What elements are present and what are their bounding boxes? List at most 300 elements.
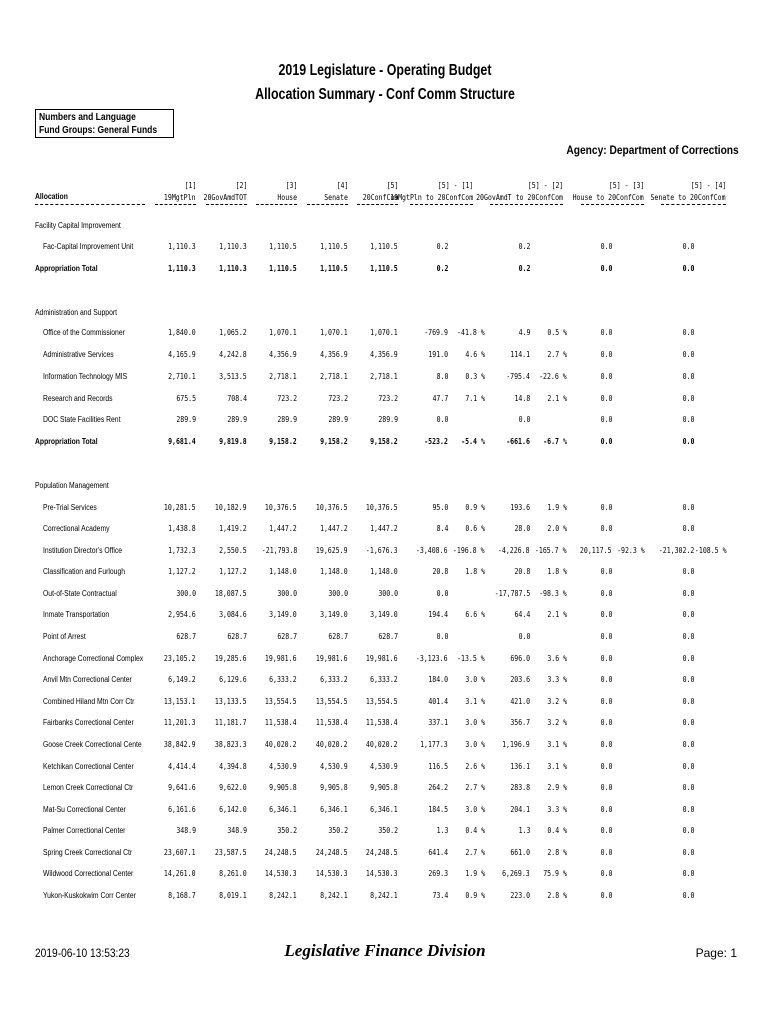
column-number: [5] - [4] [690, 181, 726, 190]
change-amount-cell: 0.0 [600, 762, 612, 771]
amount-cell: 6,346.1 [370, 805, 398, 814]
page-number: Page: 1 [695, 946, 737, 960]
amount-cell: 10,376.5 [265, 503, 297, 512]
amount-cell: 675.5 [176, 394, 196, 403]
report-subtitle: Allocation Summary - Conf Comm Structure [255, 86, 515, 103]
change-percent-cell: 2.7 % [465, 783, 485, 792]
change-percent-cell: -98.3 % [539, 589, 567, 598]
column-underline [490, 204, 563, 205]
amount-cell: 9,158.2 [269, 437, 297, 446]
amount-cell: 6,142.0 [219, 805, 247, 814]
table-row [0, 826, 770, 838]
column-number: [5] [386, 181, 398, 190]
column-number: [2] [235, 181, 247, 190]
allocation-name: Office of the Commissioner [43, 328, 125, 337]
amount-cell: 9,681.4 [168, 437, 196, 446]
allocation-name: Lemon Creek Correctional Ctr [43, 783, 134, 792]
amount-cell: 628.7 [378, 632, 398, 641]
change-amount-cell: 0.0 [600, 869, 612, 878]
change-amount-cell: 0.0 [682, 740, 694, 749]
change-amount-cell: -3,123.6 [416, 654, 448, 663]
change-amount-cell: 0.0 [682, 610, 694, 619]
column-label: 19MgtPln [164, 193, 196, 202]
amount-cell: 9,622.0 [219, 783, 247, 792]
amount-cell: 708.4 [227, 394, 247, 403]
amount-cell: 40,020.2 [316, 740, 348, 749]
change-amount-cell: 0.0 [600, 567, 612, 576]
table-row [0, 718, 770, 730]
amount-cell: 300.0 [328, 589, 348, 598]
amount-cell: 1,840.0 [168, 328, 196, 337]
change-percent-cell: -92.3 % [617, 546, 645, 555]
change-amount-cell: 0.2 [436, 264, 448, 273]
amount-cell: 3,084.6 [219, 610, 247, 619]
amount-cell: 6,346.1 [320, 805, 348, 814]
amount-cell: 289.9 [328, 415, 348, 424]
table-row [0, 697, 770, 709]
change-amount-cell: 0.0 [682, 869, 694, 878]
table-row [0, 524, 770, 536]
change-amount-cell: 204.1 [510, 805, 530, 814]
change-amount-cell: 73.4 [432, 891, 448, 900]
change-amount-cell: 0.0 [600, 697, 612, 706]
change-amount-cell: 0.0 [682, 264, 694, 273]
amount-cell: 1,110.5 [269, 242, 297, 251]
change-amount-cell: 193.6 [510, 503, 530, 512]
column-underline [256, 204, 297, 205]
amount-cell: 2,954.6 [168, 610, 196, 619]
amount-cell: 11,201.3 [164, 718, 196, 727]
amount-cell: 1,148.0 [320, 567, 348, 576]
total-label: Appropriation Total [35, 264, 98, 273]
change-amount-cell: 0.0 [682, 675, 694, 684]
amount-cell: 628.7 [277, 632, 297, 641]
appropriation-total-row [0, 437, 770, 449]
column-underline [206, 204, 247, 205]
amount-cell: 1,447.2 [320, 524, 348, 533]
change-percent-cell: 3.2 % [547, 697, 567, 706]
table-row [0, 848, 770, 860]
amount-cell: 24,248.5 [366, 848, 398, 857]
amount-cell: 2,550.5 [219, 546, 247, 555]
change-amount-cell: -769.9 [424, 328, 448, 337]
allocation-name: Classification and Furlough [43, 567, 126, 576]
amount-cell: 10,281.5 [164, 503, 196, 512]
change-amount-cell: 0.2 [436, 242, 448, 251]
change-amount-cell: 0.0 [682, 503, 694, 512]
change-amount-cell: 0.0 [600, 394, 612, 403]
change-amount-cell: 269.3 [428, 869, 448, 878]
amount-cell: 4,530.9 [370, 762, 398, 771]
amount-cell: 1,070.1 [320, 328, 348, 337]
column-underline [661, 204, 726, 205]
table-row [0, 805, 770, 817]
table-row [0, 654, 770, 666]
amount-cell: 1,447.2 [370, 524, 398, 533]
change-amount-cell: 283.8 [510, 783, 530, 792]
fund-box-line2: Fund Groups: General Funds [39, 125, 158, 136]
amount-cell: 6,161.6 [168, 805, 196, 814]
amount-cell: 628.7 [227, 632, 247, 641]
change-amount-cell: 47.7 [432, 394, 448, 403]
amount-cell: 9,819.8 [219, 437, 247, 446]
fund-box-line1: Numbers and Language [39, 112, 136, 123]
change-amount-cell: 0.0 [682, 632, 694, 641]
change-amount-cell: 20.8 [432, 567, 448, 576]
change-amount-cell: 194.4 [428, 610, 448, 619]
change-amount-cell: 356.7 [510, 718, 530, 727]
allocation-name: Yukon-Kuskokwim Corr Center [43, 891, 136, 900]
amount-cell: 13,153.1 [164, 697, 196, 706]
change-percent-cell: 3.0 % [465, 740, 485, 749]
report-title: 2019 Legislature - Operating Budget [278, 62, 492, 79]
amount-cell: 8,168.7 [168, 891, 196, 900]
change-amount-cell: -661.6 [506, 437, 530, 446]
amount-cell: 9,641.6 [168, 783, 196, 792]
change-percent-cell: 2.9 % [547, 783, 567, 792]
table-row [0, 567, 770, 579]
amount-cell: 6,333.2 [269, 675, 297, 684]
change-percent-cell: 3.0 % [465, 805, 485, 814]
change-percent-cell: 2.6 % [465, 762, 485, 771]
change-amount-cell: 641.4 [428, 848, 448, 857]
change-percent-cell: -165.7 % [535, 546, 567, 555]
change-amount-cell: 0.0 [600, 264, 612, 273]
column-label: 20GovAmdT to 20ConfCom [476, 193, 563, 202]
change-amount-cell: 8.4 [436, 524, 448, 533]
change-percent-cell: 3.3 % [547, 675, 567, 684]
change-amount-cell: -21,302.2 [658, 546, 694, 555]
amount-cell: 14,530.3 [366, 869, 398, 878]
change-amount-cell: -17,787.5 [494, 589, 530, 598]
amount-cell: 23,587.5 [215, 848, 247, 857]
change-amount-cell: 0.0 [600, 805, 612, 814]
amount-cell: 13,554.5 [316, 697, 348, 706]
amount-cell: 4,394.8 [219, 762, 247, 771]
change-amount-cell: 116.5 [428, 762, 448, 771]
amount-cell: 8,242.1 [269, 891, 297, 900]
amount-cell: 1,110.3 [219, 264, 247, 273]
table-row [0, 415, 770, 427]
amount-cell: 4,165.9 [168, 350, 196, 359]
amount-cell: 19,285.6 [215, 654, 247, 663]
change-percent-cell: 0.9 % [465, 891, 485, 900]
table-row [0, 242, 770, 254]
amount-cell: 11,538.4 [366, 718, 398, 727]
amount-cell: 1,110.3 [168, 264, 196, 273]
change-percent-cell: 3.1 % [547, 762, 567, 771]
change-percent-cell: -13.5 % [457, 654, 485, 663]
change-percent-cell: 7.1 % [465, 394, 485, 403]
agency-label: Agency: Department of Corrections [566, 143, 739, 157]
amount-cell: 3,513.5 [219, 372, 247, 381]
change-amount-cell: 0.0 [600, 589, 612, 598]
amount-cell: 11,538.4 [265, 718, 297, 727]
section-heading [0, 481, 770, 493]
column-label: 19MgtPln to 20ConfCom [390, 193, 473, 202]
change-amount-cell: 0.0 [600, 372, 612, 381]
section-name: Population Management [35, 481, 109, 490]
change-amount-cell: -523.2 [424, 437, 448, 446]
change-percent-cell: 1.8 % [547, 567, 567, 576]
amount-cell: 40,020.2 [366, 740, 398, 749]
change-amount-cell: 0.0 [682, 783, 694, 792]
change-amount-cell: 0.0 [600, 891, 612, 900]
change-amount-cell: 0.0 [600, 350, 612, 359]
change-amount-cell: 223.0 [510, 891, 530, 900]
change-percent-cell: 0.6 % [465, 524, 485, 533]
change-amount-cell: 0.0 [682, 697, 694, 706]
column-underline [307, 204, 348, 205]
change-percent-cell: 2.1 % [547, 394, 567, 403]
column-label: Senate [324, 193, 348, 202]
change-amount-cell: 337.1 [428, 718, 448, 727]
amount-cell: 38,823.3 [215, 740, 247, 749]
division-name: Legislative Finance Division [284, 941, 486, 960]
section-heading [0, 308, 770, 320]
amount-cell: 10,376.5 [316, 503, 348, 512]
change-amount-cell: 95.0 [432, 503, 448, 512]
change-percent-cell: 0.3 % [465, 372, 485, 381]
amount-cell: -1,676.3 [366, 546, 398, 555]
amount-cell: 300.0 [176, 589, 196, 598]
allocation-name: Ketchikan Correctional Center [43, 762, 134, 771]
amount-cell: 1,732.3 [168, 546, 196, 555]
column-number: [4] [336, 181, 348, 190]
amount-cell: 289.9 [277, 415, 297, 424]
change-percent-cell: 2.7 % [465, 848, 485, 857]
amount-cell: 24,248.5 [316, 848, 348, 857]
amount-cell: 8,242.1 [370, 891, 398, 900]
table-row [0, 350, 770, 362]
column-label: House [277, 193, 297, 202]
change-amount-cell: 0.0 [600, 415, 612, 424]
fund-groups-box [35, 109, 174, 138]
change-percent-cell: -196.8 % [453, 546, 485, 555]
change-amount-cell: 0.0 [682, 762, 694, 771]
amount-cell: 1,110.5 [269, 264, 297, 273]
amount-cell: 1,127.2 [219, 567, 247, 576]
change-amount-cell: 0.0 [682, 589, 694, 598]
change-amount-cell: 421.0 [510, 697, 530, 706]
amount-cell: 8,261.0 [219, 869, 247, 878]
change-percent-cell: 3.2 % [547, 718, 567, 727]
amount-cell: 23,607.1 [164, 848, 196, 857]
change-percent-cell: -6.7 % [543, 437, 567, 446]
change-percent-cell: 3.1 % [465, 697, 485, 706]
allocation-name: Anvil Mtn Correctional Center [43, 675, 132, 684]
amount-cell: 13,133.5 [215, 697, 247, 706]
column-underline [410, 204, 473, 205]
column-label: 20GovAmdTOT [203, 193, 247, 202]
change-amount-cell: 191.0 [428, 350, 448, 359]
allocation-name: Administrative Services [43, 350, 114, 359]
table-row [0, 328, 770, 340]
change-amount-cell: 0.0 [682, 848, 694, 857]
change-amount-cell: -3,408.6 [416, 546, 448, 555]
change-amount-cell: 0.0 [682, 394, 694, 403]
change-percent-cell: 0.4 % [465, 826, 485, 835]
amount-cell: 14,530.3 [316, 869, 348, 878]
change-amount-cell: 0.0 [600, 783, 612, 792]
table-row [0, 372, 770, 384]
change-amount-cell: 1,196.9 [502, 740, 530, 749]
change-amount-cell: 0.0 [682, 891, 694, 900]
amount-cell: 3,149.0 [269, 610, 297, 619]
amount-cell: 300.0 [378, 589, 398, 598]
change-amount-cell: 696.0 [510, 654, 530, 663]
allocation-column-header: Allocation [35, 192, 68, 201]
change-percent-cell: 2.1 % [547, 610, 567, 619]
amount-cell: -21,793.8 [261, 546, 297, 555]
change-amount-cell: 0.2 [518, 242, 530, 251]
amount-cell: 10,376.5 [366, 503, 398, 512]
allocation-name: Point of Arrest [43, 632, 86, 641]
change-percent-cell: 2.7 % [547, 350, 567, 359]
amount-cell: 8,019.1 [219, 891, 247, 900]
allocation-name: Correctional Academy [43, 524, 110, 533]
amount-cell: 350.2 [328, 826, 348, 835]
amount-cell: 4,530.9 [320, 762, 348, 771]
change-amount-cell: 1.3 [518, 826, 530, 835]
amount-cell: 1,148.0 [370, 567, 398, 576]
amount-cell: 1,110.3 [219, 242, 247, 251]
change-percent-cell: 3.3 % [547, 805, 567, 814]
change-amount-cell: 203.6 [510, 675, 530, 684]
amount-cell: 1,438.8 [168, 524, 196, 533]
change-amount-cell: 0.0 [682, 524, 694, 533]
allocation-header-underline [35, 204, 145, 205]
allocation-name: DOC State Facilities Rent [43, 415, 121, 424]
change-amount-cell: 0.0 [682, 437, 694, 446]
change-amount-cell: 401.4 [428, 697, 448, 706]
column-number: [3] [285, 181, 297, 190]
amount-cell: 1,148.0 [269, 567, 297, 576]
amount-cell: 6,149.2 [168, 675, 196, 684]
change-amount-cell: 0.0 [682, 718, 694, 727]
amount-cell: 9,905.8 [269, 783, 297, 792]
section-name: Facility Capital Improvement [35, 221, 121, 230]
change-amount-cell: 6,269.3 [502, 869, 530, 878]
amount-cell: 3,149.0 [320, 610, 348, 619]
allocation-name: Wildwood Correctional Center [43, 869, 134, 878]
column-number: [5] - [2] [527, 181, 563, 190]
amount-cell: 1,110.3 [168, 242, 196, 251]
section-name: Administration and Support [35, 308, 118, 317]
amount-cell: 14,261.0 [164, 869, 196, 878]
amount-cell: 2,718.1 [320, 372, 348, 381]
amount-cell: 9,905.8 [370, 783, 398, 792]
change-amount-cell: 0.0 [682, 328, 694, 337]
column-number: [5] - [1] [437, 181, 473, 190]
change-amount-cell: 0.0 [600, 503, 612, 512]
amount-cell: 723.2 [378, 394, 398, 403]
amount-cell: 3,149.0 [370, 610, 398, 619]
change-percent-cell: 4.6 % [465, 350, 485, 359]
amount-cell: 350.2 [378, 826, 398, 835]
table-row [0, 891, 770, 903]
change-percent-cell: 0.4 % [547, 826, 567, 835]
change-percent-cell: 75.9 % [543, 869, 567, 878]
allocation-name: Institution Director's Office [43, 546, 123, 555]
allocation-name: Combined Hiland Mtn Corr Ctr [43, 697, 135, 706]
change-amount-cell: 0.0 [682, 654, 694, 663]
allocation-name: Research and Records [43, 394, 113, 403]
change-percent-cell: 6.6 % [465, 610, 485, 619]
amount-cell: 2,718.1 [370, 372, 398, 381]
change-amount-cell: 8.0 [436, 372, 448, 381]
column-number: [1] [184, 181, 196, 190]
change-amount-cell: 0.0 [682, 567, 694, 576]
amount-cell: 1,110.5 [320, 242, 348, 251]
amount-cell: 1,419.2 [219, 524, 247, 533]
amount-cell: 350.2 [277, 826, 297, 835]
table-row [0, 589, 770, 601]
change-amount-cell: 0.0 [518, 415, 530, 424]
amount-cell: 289.9 [378, 415, 398, 424]
amount-cell: 13,554.5 [265, 697, 297, 706]
change-amount-cell: -4,226.8 [498, 546, 530, 555]
amount-cell: 300.0 [277, 589, 297, 598]
amount-cell: 4,356.9 [269, 350, 297, 359]
change-percent-cell: 0.5 % [547, 328, 567, 337]
amount-cell: 4,356.9 [320, 350, 348, 359]
amount-cell: 289.9 [227, 415, 247, 424]
change-amount-cell: 20,117.5 [580, 546, 612, 555]
change-percent-cell: 0.9 % [465, 503, 485, 512]
change-amount-cell: 661.0 [510, 848, 530, 857]
change-amount-cell: 0.0 [518, 632, 530, 641]
amount-cell: 2,710.1 [168, 372, 196, 381]
table-row [0, 783, 770, 795]
amount-cell: 11,181.7 [215, 718, 247, 727]
amount-cell: 628.7 [176, 632, 196, 641]
allocation-name: Anchorage Correctional Complex [43, 654, 144, 663]
column-underline [357, 204, 398, 205]
table-row [0, 740, 770, 752]
amount-cell: 4,242.8 [219, 350, 247, 359]
amount-cell: 6,333.2 [370, 675, 398, 684]
allocation-name: Spring Creek Correctional Ctr [43, 848, 133, 857]
change-amount-cell: 0.0 [600, 632, 612, 641]
amount-cell: 348.9 [176, 826, 196, 835]
amount-cell: 11,538.4 [316, 718, 348, 727]
change-amount-cell: 0.0 [682, 372, 694, 381]
change-amount-cell: 1.3 [436, 826, 448, 835]
change-amount-cell: 114.1 [510, 350, 530, 359]
change-percent-cell: 1.8 % [465, 567, 485, 576]
amount-cell: 10,182.9 [215, 503, 247, 512]
report-timestamp: 2019-06-10 13:53:23 [35, 946, 130, 960]
change-percent-cell: -41.8 % [457, 328, 485, 337]
amount-cell: 40,020.2 [265, 740, 297, 749]
change-amount-cell: 0.0 [600, 328, 612, 337]
amount-cell: 6,129.6 [219, 675, 247, 684]
change-amount-cell: 136.1 [510, 762, 530, 771]
amount-cell: 1,447.2 [269, 524, 297, 533]
column-underline [155, 204, 196, 205]
allocation-name: Pre-Trial Services [43, 503, 97, 512]
change-percent-cell: -22.6 % [539, 372, 567, 381]
allocation-name: Out-of-State Contractual [43, 589, 117, 598]
amount-cell: 1,065.2 [219, 328, 247, 337]
change-amount-cell: 184.0 [428, 675, 448, 684]
amount-cell: 2,718.1 [269, 372, 297, 381]
amount-cell: 19,981.6 [265, 654, 297, 663]
allocation-name: Inmate Transportation [43, 610, 110, 619]
change-amount-cell: 264.2 [428, 783, 448, 792]
change-amount-cell: 0.0 [600, 740, 612, 749]
